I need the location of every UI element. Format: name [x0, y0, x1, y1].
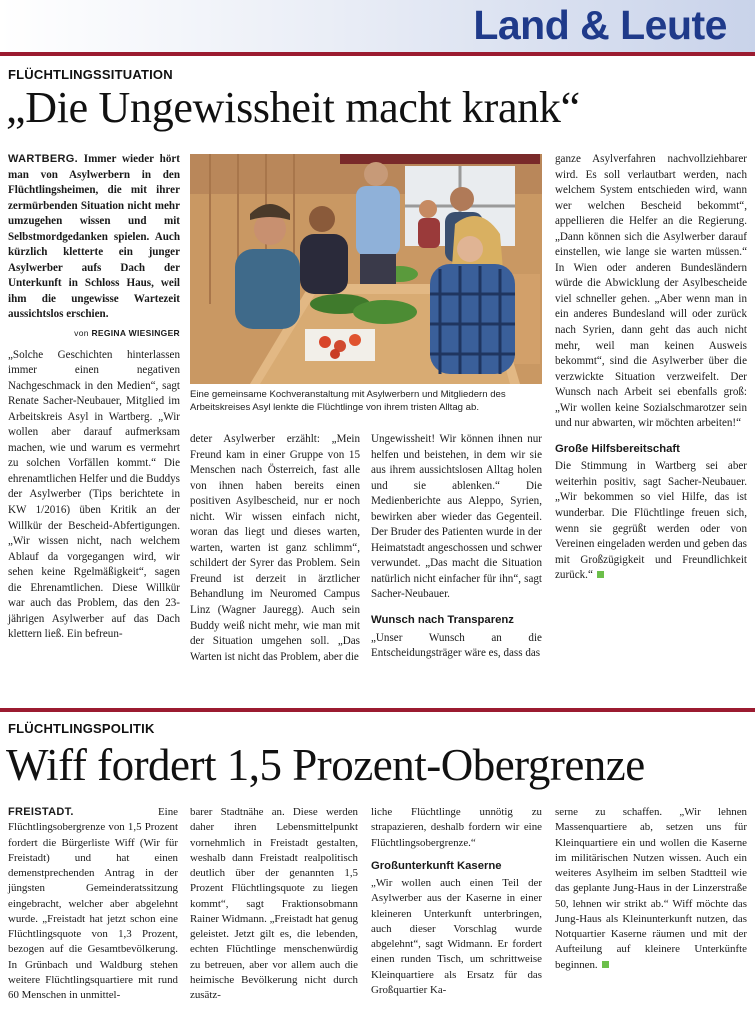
end-of-article-mark [597, 571, 604, 578]
article1-lead-text: Immer wieder hört man von Asylwerbern in den Flüchtlingsheimen, die mit ihrer zermürbenden Situation nicht mehr umzugehen wissen und mit Selbstmordgedanken spielen. Auch kürzlich kletterte ein junger Asylwerber aufs Dach der Unterkunft in Schloss Haus, weil ihm die ungewisse Wartezeit aussichtslos erschien. [8, 153, 180, 321]
article1-kicker: FLÜCHTLINGSSITUATION [8, 67, 173, 82]
article1-col3-body2: „Unser Wunsch an die Entscheidungsträger wäre es, dass das [371, 631, 542, 660]
article2-col3-body: liche Flüchtlinge unnötig zu strapazieren, deshalb fordern wir eine Flüchtlingsobergrenze.“ [371, 806, 542, 849]
article1-col4-body: ganze Asylverfahren nachvollziehbarer wird. Es soll verlautbart werden, nach welchem System entschieden wird, wann wer welchen Bescheid bekommt“, appellieren die Helfer an die Regierung. „Dann können sich die Asylwerber darauf einstellen, wie lange sie warten müssen.“ In Wien oder anderen Bundesländern würde die Abwicklung der Asylbescheide viel schneller gehen. „Aber wenn man in ein anderes Bundesland will oder zurück nach Syrien, dann geht das auch nicht mehr, weil man keinen Ausweis bekommt“, sind die Asylwerber über die verzwickte Situation verzweifelt. Der Wunsch nach Arbeit sei ebenfalls groß: „Wir wollen keine Sozialschmarotzer sein und nur abwarten, wir möchten arbeiten!“ [555, 153, 747, 430]
article2-kicker: FLÜCHTLINGSPOLITIK [8, 721, 155, 736]
end-of-article-mark [602, 961, 609, 968]
article1-lead [8, 152, 180, 323]
article2-subhead-kaserne: Großunterkunft Kaserne [371, 859, 502, 872]
article2-col1-body: Eine Flüchtlingsobergrenze von 1,5 Prozent fordert die Bürgerliste Wiff (Wir für Freistadt) und hat einen demenstprechenden Antrag in der jüngsten Gemeinderatssitzung eingebracht, welcher aber abgelehnt wurde. „Freistadt hat jetzt schon eine Flüchtlingsquote von 1,3 Prozent, bezogen auf die Gesamtbevölkerung. In Grünbach und Waldburg stehen weitere Flüchtlingsquartiere mit rund 60 Menschen in unmittel- [8, 806, 178, 1001]
article1-col1-body: „Solche Geschichten hinterlassen immer einen negativen Nachgeschmack in den Medien“, sagt Renate Sacher-Neubauer, Mitglied im Arbeitskreis Asyl in Wartberg. „Wir wollen aber darauf aufmerksam machen, wie und warum es vermehrt zu solchen Vorfällen kommt.“ Die ehrenamtlichen Helfer und die Buddys der Asylwerber (Tips berichtete in KW 1/2016) üben Kritik an der Willkür der Bescheid-Abfertigungen. „Wir wissen nicht, nach welchem Ablauf da vorgegangen wird, wir sehen keine Rgelmäßigkeit“, sagen die Ehrenamtlichen. Diese Willkür war auch das Problem, das den 23-jährigen Asylwerber auf das Dach klettern ließ. Ein befreun- [8, 348, 180, 641]
article1-column-4 [555, 152, 747, 584]
article1-col2-body: deter Asylwerber erzählt: „Mein Freund kam in einer Gruppe von 15 Menschen nach Österreich, fast alle von ihnen haben bereits einen positiven Asylbescheid, nur er noch nicht. Wir wissen einfach nicht, woran das liegt und dieses warten, warten, warten ist ganz schlimm“, schildert der Syrer das Problem. Sein Freund ist derzeit in ärztlicher Behandlung im Neuromed Campus Linz (Wagner Jauregg). Auch sein Buddy weiß nicht mehr, wie man mit der Situation umgehen soll. „Das Warten ist nicht das Problem, aber die [190, 433, 360, 663]
article2-dateline: FREISTADT. [8, 806, 74, 818]
article1-column-2 [190, 432, 360, 665]
article2-column-3 [371, 805, 542, 998]
cooking-photo-illustration [190, 154, 542, 384]
section-title: Land & Leute [473, 2, 727, 48]
article1-headline: „Die Ungewissheit macht krank“ [6, 83, 580, 132]
article1-column-3 [371, 432, 542, 662]
article2-col4-paragraph [555, 805, 747, 973]
article2-column-4 [555, 805, 747, 973]
section-banner [0, 0, 755, 52]
article1-column-1 [8, 152, 180, 643]
byline-author: REGINA WIESINGER [91, 328, 180, 339]
article2-col3-body2: „Wir wollen auch einen Teil der Asylwerber aus der Kaserne in einer kleineren Unterkunft unterbringen, auch dieser Vorschlag wurde abgelehnt“, sagt Widmann. Er fordert einen runden Tisch, um schrittweise Kleinquartiere als Ersatz für das Großquartier Ka- [371, 877, 542, 996]
article-separator [0, 708, 755, 712]
article2-col4-body: serne zu schaffen. „Wir lehnen Massenquartiere ab, setzen uns für Kleinquartiere ein und wollen die Kaserne im militärischen Nutzen wissen. Auch ein weiteres Asylheim im selben Stadtteil wie das geplante Jung-Haus in der Linzerstraße 50, lehnen wir strikt ab.“ Wiff möchte das Jung-Haus als Kleinunterkunft nutzen, das Notquartier Kaserne räumen und mit der Aufteilung auf kleinere Unterkünfte beginnen. [555, 806, 747, 971]
article2-column-2 [190, 805, 358, 1003]
byline-prefix: von [74, 328, 89, 339]
article1-col4-body2-text: Die Stimmung in Wartberg sei aber weiterhin positiv, sagt Sacher-Neubauer. „Wir bekommen so viel Hilfe, das ist wunderbar. Die Flüchtlinge freuen sich, wenn sie gegrüßt werden oder von Vereinen eingeladen werden und geben das mit Großzügigkeit und Freundlichkeit zurück.“ [555, 460, 747, 582]
article2-col1-paragraph [8, 805, 178, 1003]
article1-col4-body2 [555, 459, 747, 583]
article1-photo [190, 154, 542, 384]
article1-subhead-help: Große Hilfsbereitschaft [555, 442, 680, 455]
article2-col2-body: barer Stadtnähe an. Diese werden daher ihren Lebensmittelpunkt vornehmlich in Freistadt gestalten, weshalb dann Freistadt realpolitisch deutlich über der genannten 1,5 Prozent Flüchtlingsquote zu liegen kommt“, sagt Fraktionsobmann Rainer Widmann. „Freistadt hat genug geleistet. Jetzt gilt es, die lebenden, echten Flüchtlinge menschenwürdig zu betreuen, aber vor allem auch die heimische Bevölkerung nicht durch zusätz- [190, 806, 358, 1001]
section-rule [0, 52, 755, 56]
article1-col3-body: Ungewissheit! Wir können ihnen nur helfen und beistehen, in dem wir sie aus ihrem aussichtslosen Alltag holen und sie ablenken.“ Die Medienberichte aus Aleppo, Syrien, bewirken aber wieder das Gegenteil. Der Bruder des Patienten wurde in der Heimatstadt angeschossen und schwer verwundet. „Das macht die Situation natürlich nicht einfacher für ihn“, sagt Sacher-Neubauer. [371, 433, 542, 601]
article1-subhead-transparency: Wunsch nach Transparenz [371, 614, 514, 627]
article2-column-1 [8, 805, 178, 1003]
article1-dateline: WARTBERG. [8, 153, 78, 165]
article1-byline [8, 326, 180, 342]
article2-headline: Wiff fordert 1,5 Prozent-Obergrenze [6, 740, 645, 790]
article1-photo-caption: Eine gemeinsame Kochveranstaltung mit Asylwerbern und Mitgliedern des Arbeitskreises Asyl lenkte die Flüchtlinge von ihrem tristen Alltag ab. [190, 389, 506, 414]
